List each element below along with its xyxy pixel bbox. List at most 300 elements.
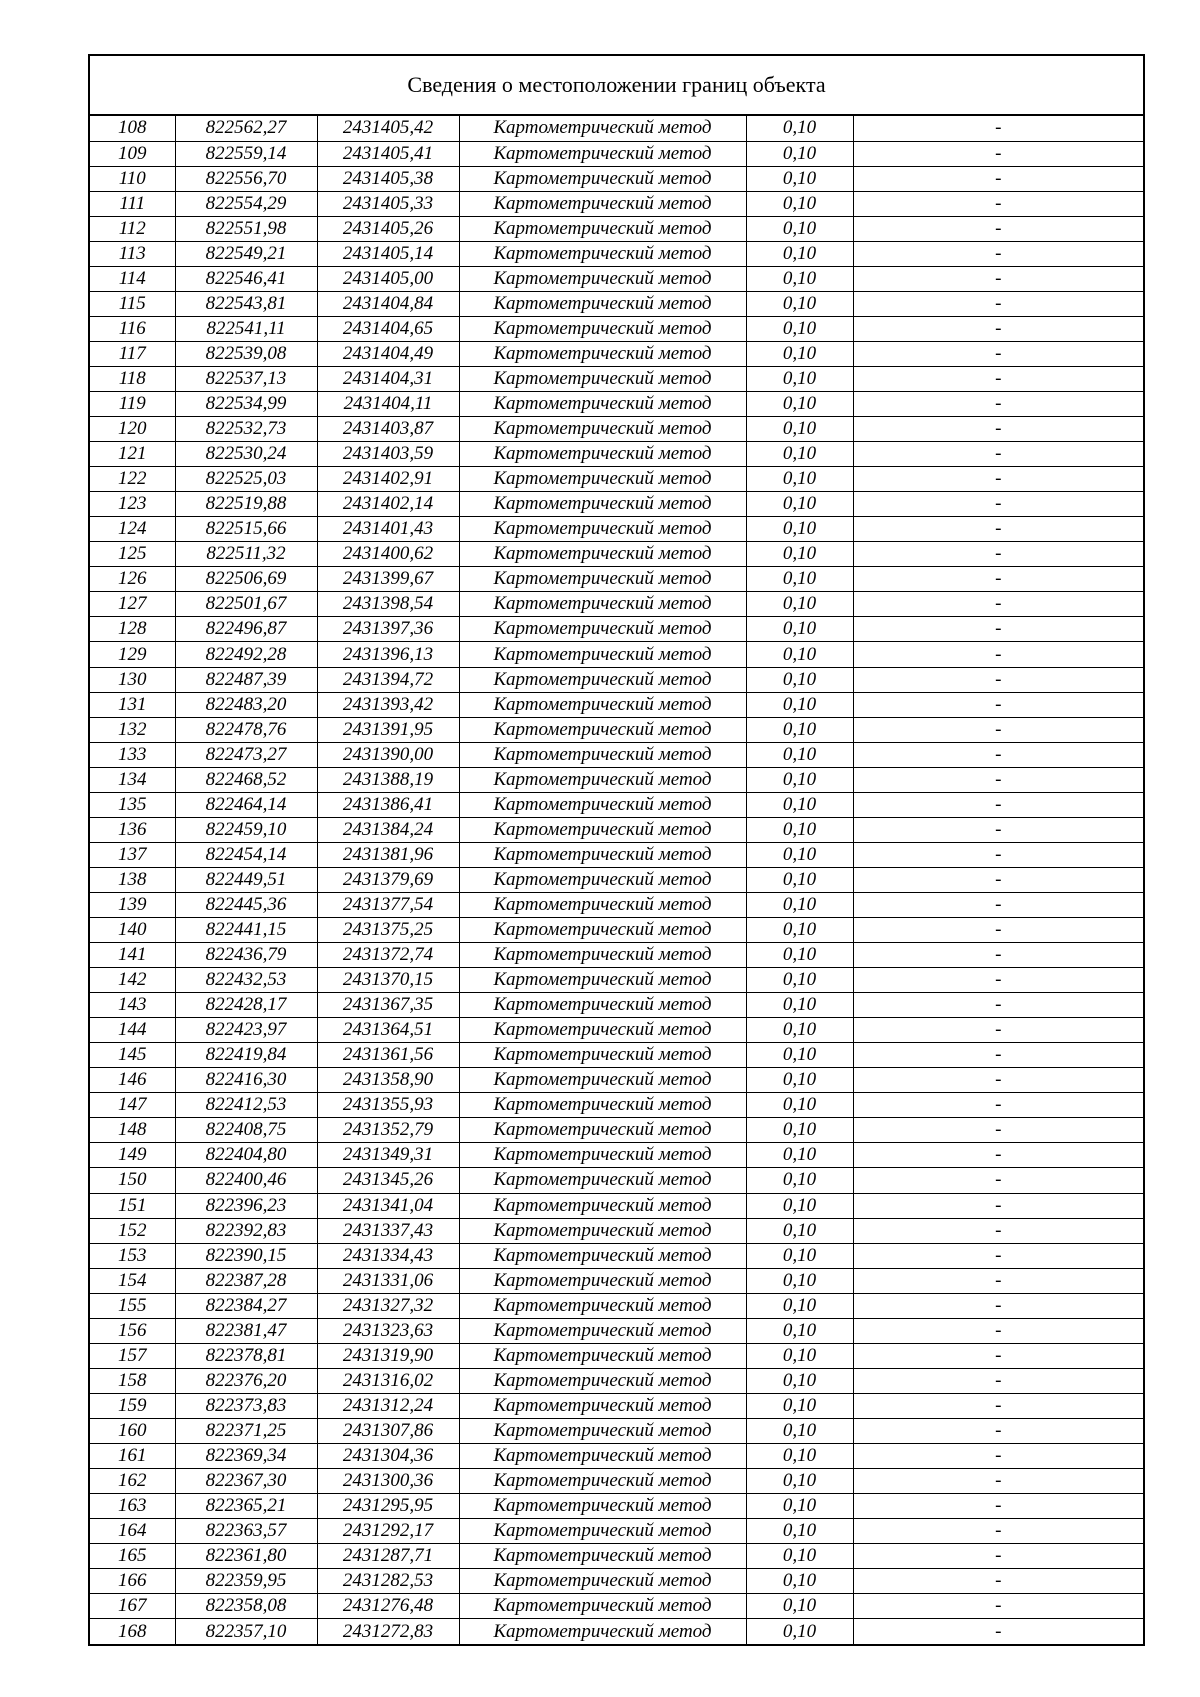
table-row	[90, 291, 1143, 316]
method-cell: Картометрический метод	[459, 467, 746, 492]
accuracy-cell: 0,10	[746, 1569, 853, 1594]
accuracy-cell: 0,10	[746, 767, 853, 792]
y-coordinate-cell: 2431396,13	[317, 642, 459, 667]
description-cell: -	[853, 1193, 1143, 1218]
y-coordinate-cell: 2431404,49	[317, 341, 459, 366]
accuracy-cell: 0,10	[746, 1343, 853, 1368]
table-row	[90, 442, 1143, 467]
table-row	[90, 1118, 1143, 1143]
y-coordinate-cell: 2431404,65	[317, 316, 459, 341]
y-coordinate-cell: 2431375,25	[317, 918, 459, 943]
y-coordinate-cell: 2431358,90	[317, 1068, 459, 1093]
y-coordinate-cell: 2431398,54	[317, 592, 459, 617]
point-number-cell: 116	[90, 316, 175, 341]
method-cell: Картометрический метод	[459, 316, 746, 341]
table-row	[90, 116, 1143, 141]
accuracy-cell: 0,10	[746, 417, 853, 442]
description-cell: -	[853, 1093, 1143, 1118]
method-cell: Картометрический метод	[459, 1569, 746, 1594]
point-number-cell: 164	[90, 1519, 175, 1544]
table-row	[90, 191, 1143, 216]
accuracy-cell: 0,10	[746, 442, 853, 467]
description-cell: -	[853, 742, 1143, 767]
point-number-cell: 159	[90, 1393, 175, 1418]
table-row	[90, 817, 1143, 842]
y-coordinate-cell: 2431319,90	[317, 1343, 459, 1368]
point-number-cell: 147	[90, 1093, 175, 1118]
y-coordinate-cell: 2431384,24	[317, 817, 459, 842]
description-cell: -	[853, 141, 1143, 166]
point-number-cell: 131	[90, 692, 175, 717]
method-cell: Картометрический метод	[459, 191, 746, 216]
y-coordinate-cell: 2431390,00	[317, 742, 459, 767]
x-coordinate-cell: 822441,15	[175, 918, 317, 943]
y-coordinate-cell: 2431312,24	[317, 1393, 459, 1418]
method-cell: Картометрический метод	[459, 241, 746, 266]
accuracy-cell: 0,10	[746, 692, 853, 717]
method-cell: Картометрический метод	[459, 291, 746, 316]
table-row	[90, 1619, 1143, 1644]
point-number-cell: 136	[90, 817, 175, 842]
table-row	[90, 417, 1143, 442]
y-coordinate-cell: 2431400,62	[317, 542, 459, 567]
method-cell: Картометрический метод	[459, 1519, 746, 1544]
point-number-cell: 152	[90, 1218, 175, 1243]
x-coordinate-cell: 822423,97	[175, 1018, 317, 1043]
description-cell: -	[853, 492, 1143, 517]
description-cell: -	[853, 1418, 1143, 1443]
x-coordinate-cell: 822381,47	[175, 1318, 317, 1343]
y-coordinate-cell: 2431364,51	[317, 1018, 459, 1043]
accuracy-cell: 0,10	[746, 467, 853, 492]
accuracy-cell: 0,10	[746, 392, 853, 417]
x-coordinate-cell: 822449,51	[175, 867, 317, 892]
accuracy-cell: 0,10	[746, 742, 853, 767]
point-number-cell: 123	[90, 492, 175, 517]
y-coordinate-cell: 2431349,31	[317, 1143, 459, 1168]
method-cell: Картометрический метод	[459, 943, 746, 968]
y-coordinate-cell: 2431403,87	[317, 417, 459, 442]
accuracy-cell: 0,10	[746, 216, 853, 241]
point-number-cell: 119	[90, 392, 175, 417]
method-cell: Картометрический метод	[459, 1068, 746, 1093]
accuracy-cell: 0,10	[746, 968, 853, 993]
table-row	[90, 918, 1143, 943]
y-coordinate-cell: 2431397,36	[317, 617, 459, 642]
table-row	[90, 567, 1143, 592]
accuracy-cell: 0,10	[746, 191, 853, 216]
point-number-cell: 114	[90, 266, 175, 291]
point-number-cell: 144	[90, 1018, 175, 1043]
table-row	[90, 767, 1143, 792]
description-cell: -	[853, 1494, 1143, 1519]
accuracy-cell: 0,10	[746, 291, 853, 316]
table-row	[90, 1293, 1143, 1318]
y-coordinate-cell: 2431295,95	[317, 1494, 459, 1519]
method-cell: Картометрический метод	[459, 667, 746, 692]
x-coordinate-cell: 822562,27	[175, 116, 317, 141]
point-number-cell: 162	[90, 1469, 175, 1494]
table-row	[90, 792, 1143, 817]
method-cell: Картометрический метод	[459, 366, 746, 391]
description-cell: -	[853, 592, 1143, 617]
point-number-cell: 163	[90, 1494, 175, 1519]
description-cell: -	[853, 392, 1143, 417]
table-title: Сведения о местоположении границ объекта	[90, 56, 1143, 116]
accuracy-cell: 0,10	[746, 1043, 853, 1068]
table-row	[90, 1018, 1143, 1043]
point-number-cell: 153	[90, 1243, 175, 1268]
description-cell: -	[853, 366, 1143, 391]
y-coordinate-cell: 2431367,35	[317, 993, 459, 1018]
accuracy-cell: 0,10	[746, 1018, 853, 1043]
x-coordinate-cell: 822501,67	[175, 592, 317, 617]
point-number-cell: 167	[90, 1594, 175, 1619]
point-number-cell: 112	[90, 216, 175, 241]
table-body	[90, 116, 1143, 1644]
method-cell: Картометрический метод	[459, 968, 746, 993]
accuracy-cell: 0,10	[746, 542, 853, 567]
point-number-cell: 165	[90, 1544, 175, 1569]
accuracy-cell: 0,10	[746, 867, 853, 892]
point-number-cell: 134	[90, 767, 175, 792]
x-coordinate-cell: 822378,81	[175, 1343, 317, 1368]
x-coordinate-cell: 822473,27	[175, 742, 317, 767]
table-row	[90, 1318, 1143, 1343]
accuracy-cell: 0,10	[746, 1469, 853, 1494]
accuracy-cell: 0,10	[746, 1118, 853, 1143]
x-coordinate-cell: 822408,75	[175, 1118, 317, 1143]
x-coordinate-cell: 822367,30	[175, 1469, 317, 1494]
method-cell: Картометрический метод	[459, 1418, 746, 1443]
accuracy-cell: 0,10	[746, 116, 853, 141]
description-cell: -	[853, 918, 1143, 943]
description-cell: -	[853, 567, 1143, 592]
y-coordinate-cell: 2431391,95	[317, 717, 459, 742]
description-cell: -	[853, 642, 1143, 667]
table-row	[90, 617, 1143, 642]
y-coordinate-cell: 2431405,38	[317, 166, 459, 191]
y-coordinate-cell: 2431393,42	[317, 692, 459, 717]
description-cell: -	[853, 667, 1143, 692]
table-row	[90, 1544, 1143, 1569]
description-cell: -	[853, 1343, 1143, 1368]
x-coordinate-cell: 822373,83	[175, 1393, 317, 1418]
y-coordinate-cell: 2431405,00	[317, 266, 459, 291]
y-coordinate-cell: 2431403,59	[317, 442, 459, 467]
method-cell: Картометрический метод	[459, 592, 746, 617]
method-cell: Картометрический метод	[459, 1594, 746, 1619]
description-cell: -	[853, 1443, 1143, 1468]
table-row	[90, 542, 1143, 567]
x-coordinate-cell: 822454,14	[175, 842, 317, 867]
description-cell: -	[853, 1018, 1143, 1043]
y-coordinate-cell: 2431361,56	[317, 1043, 459, 1068]
description-cell: -	[853, 1043, 1143, 1068]
accuracy-cell: 0,10	[746, 266, 853, 291]
y-coordinate-cell: 2431304,36	[317, 1443, 459, 1468]
method-cell: Картометрический метод	[459, 1368, 746, 1393]
description-cell: -	[853, 542, 1143, 567]
point-number-cell: 117	[90, 341, 175, 366]
x-coordinate-cell: 822537,13	[175, 366, 317, 391]
x-coordinate-cell: 822459,10	[175, 817, 317, 842]
table-row	[90, 742, 1143, 767]
point-number-cell: 156	[90, 1318, 175, 1343]
description-cell: -	[853, 993, 1143, 1018]
y-coordinate-cell: 2431372,74	[317, 943, 459, 968]
accuracy-cell: 0,10	[746, 1243, 853, 1268]
accuracy-cell: 0,10	[746, 366, 853, 391]
method-cell: Картометрический метод	[459, 1218, 746, 1243]
accuracy-cell: 0,10	[746, 1443, 853, 1468]
point-number-cell: 148	[90, 1118, 175, 1143]
method-cell: Картометрический метод	[459, 392, 746, 417]
table-row	[90, 1218, 1143, 1243]
method-cell: Картометрический метод	[459, 1293, 746, 1318]
table-row	[90, 968, 1143, 993]
y-coordinate-cell: 2431405,26	[317, 216, 459, 241]
description-cell: -	[853, 792, 1143, 817]
method-cell: Картометрический метод	[459, 341, 746, 366]
table-row	[90, 1393, 1143, 1418]
method-cell: Картометрический метод	[459, 918, 746, 943]
point-number-cell: 109	[90, 141, 175, 166]
point-number-cell: 160	[90, 1418, 175, 1443]
accuracy-cell: 0,10	[746, 1068, 853, 1093]
method-cell: Картометрический метод	[459, 617, 746, 642]
method-cell: Картометрический метод	[459, 742, 746, 767]
description-cell: -	[853, 817, 1143, 842]
y-coordinate-cell: 2431341,04	[317, 1193, 459, 1218]
y-coordinate-cell: 2431404,11	[317, 392, 459, 417]
x-coordinate-cell: 822392,83	[175, 1218, 317, 1243]
accuracy-cell: 0,10	[746, 617, 853, 642]
description-cell: -	[853, 517, 1143, 542]
table-row	[90, 1068, 1143, 1093]
method-cell: Картометрический метод	[459, 1018, 746, 1043]
method-cell: Картометрический метод	[459, 1619, 746, 1644]
description-cell: -	[853, 1218, 1143, 1243]
accuracy-cell: 0,10	[746, 316, 853, 341]
y-coordinate-cell: 2431405,41	[317, 141, 459, 166]
accuracy-cell: 0,10	[746, 1519, 853, 1544]
table-row	[90, 241, 1143, 266]
table-row	[90, 1368, 1143, 1393]
accuracy-cell: 0,10	[746, 1368, 853, 1393]
method-cell: Картометрический метод	[459, 717, 746, 742]
point-number-cell: 139	[90, 892, 175, 917]
x-coordinate-cell: 822432,53	[175, 968, 317, 993]
method-cell: Картометрический метод	[459, 141, 746, 166]
accuracy-cell: 0,10	[746, 1143, 853, 1168]
accuracy-cell: 0,10	[746, 592, 853, 617]
description-cell: -	[853, 1068, 1143, 1093]
table-row	[90, 1043, 1143, 1068]
method-cell: Картометрический метод	[459, 216, 746, 241]
accuracy-cell: 0,10	[746, 492, 853, 517]
accuracy-cell: 0,10	[746, 1619, 853, 1644]
method-cell: Картометрический метод	[459, 1243, 746, 1268]
table-row	[90, 141, 1143, 166]
description-cell: -	[853, 1469, 1143, 1494]
method-cell: Картометрический метод	[459, 767, 746, 792]
point-number-cell: 154	[90, 1268, 175, 1293]
point-number-cell: 166	[90, 1569, 175, 1594]
description-cell: -	[853, 892, 1143, 917]
description-cell: -	[853, 767, 1143, 792]
point-number-cell: 110	[90, 166, 175, 191]
description-cell: -	[853, 867, 1143, 892]
table-row	[90, 392, 1143, 417]
accuracy-cell: 0,10	[746, 1318, 853, 1343]
x-coordinate-cell: 822358,08	[175, 1594, 317, 1619]
x-coordinate-cell: 822361,80	[175, 1544, 317, 1569]
x-coordinate-cell: 822464,14	[175, 792, 317, 817]
y-coordinate-cell: 2431355,93	[317, 1093, 459, 1118]
description-cell: -	[853, 1619, 1143, 1644]
accuracy-cell: 0,10	[746, 341, 853, 366]
y-coordinate-cell: 2431405,42	[317, 116, 459, 141]
x-coordinate-cell: 822554,29	[175, 191, 317, 216]
method-cell: Картометрический метод	[459, 417, 746, 442]
point-number-cell: 118	[90, 366, 175, 391]
x-coordinate-cell: 822551,98	[175, 216, 317, 241]
table-row	[90, 341, 1143, 366]
method-cell: Картометрический метод	[459, 266, 746, 291]
description-cell: -	[853, 1293, 1143, 1318]
description-cell: -	[853, 291, 1143, 316]
description-cell: -	[853, 842, 1143, 867]
description-cell: -	[853, 1143, 1143, 1168]
method-cell: Картометрический метод	[459, 1343, 746, 1368]
description-cell: -	[853, 1168, 1143, 1193]
x-coordinate-cell: 822359,95	[175, 1569, 317, 1594]
table-row	[90, 1519, 1143, 1544]
method-cell: Картометрический метод	[459, 116, 746, 141]
point-number-cell: 158	[90, 1368, 175, 1393]
accuracy-cell: 0,10	[746, 943, 853, 968]
x-coordinate-cell: 822390,15	[175, 1243, 317, 1268]
accuracy-cell: 0,10	[746, 241, 853, 266]
accuracy-cell: 0,10	[746, 1293, 853, 1318]
point-number-cell: 115	[90, 291, 175, 316]
accuracy-cell: 0,10	[746, 1193, 853, 1218]
point-number-cell: 113	[90, 241, 175, 266]
description-cell: -	[853, 692, 1143, 717]
table-row	[90, 592, 1143, 617]
y-coordinate-cell: 2431405,14	[317, 241, 459, 266]
accuracy-cell: 0,10	[746, 918, 853, 943]
x-coordinate-cell: 822404,80	[175, 1143, 317, 1168]
method-cell: Картометрический метод	[459, 1193, 746, 1218]
accuracy-cell: 0,10	[746, 842, 853, 867]
x-coordinate-cell: 822559,14	[175, 141, 317, 166]
accuracy-cell: 0,10	[746, 1594, 853, 1619]
accuracy-cell: 0,10	[746, 1168, 853, 1193]
x-coordinate-cell: 822549,21	[175, 241, 317, 266]
table-row	[90, 1494, 1143, 1519]
x-coordinate-cell: 822492,28	[175, 642, 317, 667]
table-row	[90, 1168, 1143, 1193]
description-cell: -	[853, 1368, 1143, 1393]
description-cell: -	[853, 1268, 1143, 1293]
y-coordinate-cell: 2431399,67	[317, 567, 459, 592]
method-cell: Картометрический метод	[459, 492, 746, 517]
method-cell: Картометрический метод	[459, 792, 746, 817]
y-coordinate-cell: 2431316,02	[317, 1368, 459, 1393]
table-row	[90, 1193, 1143, 1218]
accuracy-cell: 0,10	[746, 1393, 853, 1418]
table-row	[90, 1268, 1143, 1293]
x-coordinate-cell: 822519,88	[175, 492, 317, 517]
method-cell: Картометрический метод	[459, 1544, 746, 1569]
x-coordinate-cell: 822539,08	[175, 341, 317, 366]
x-coordinate-cell: 822365,21	[175, 1494, 317, 1519]
y-coordinate-cell: 2431388,19	[317, 767, 459, 792]
point-number-cell: 141	[90, 943, 175, 968]
method-cell: Картометрический метод	[459, 166, 746, 191]
y-coordinate-cell: 2431282,53	[317, 1569, 459, 1594]
point-number-cell: 145	[90, 1043, 175, 1068]
accuracy-cell: 0,10	[746, 817, 853, 842]
description-cell: -	[853, 442, 1143, 467]
x-coordinate-cell: 822525,03	[175, 467, 317, 492]
method-cell: Картометрический метод	[459, 1443, 746, 1468]
point-number-cell: 133	[90, 742, 175, 767]
y-coordinate-cell: 2431352,79	[317, 1118, 459, 1143]
description-cell: -	[853, 943, 1143, 968]
method-cell: Картометрический метод	[459, 993, 746, 1018]
point-number-cell: 122	[90, 467, 175, 492]
point-number-cell: 150	[90, 1168, 175, 1193]
description-cell: -	[853, 1243, 1143, 1268]
x-coordinate-cell: 822400,46	[175, 1168, 317, 1193]
accuracy-cell: 0,10	[746, 1544, 853, 1569]
description-cell: -	[853, 1393, 1143, 1418]
accuracy-cell: 0,10	[746, 667, 853, 692]
description-cell: -	[853, 1318, 1143, 1343]
y-coordinate-cell: 2431394,72	[317, 667, 459, 692]
x-coordinate-cell: 822445,36	[175, 892, 317, 917]
point-number-cell: 129	[90, 642, 175, 667]
table-row	[90, 266, 1143, 291]
table-row	[90, 892, 1143, 917]
table-row	[90, 467, 1143, 492]
x-coordinate-cell: 822428,17	[175, 993, 317, 1018]
y-coordinate-cell: 2431331,06	[317, 1268, 459, 1293]
accuracy-cell: 0,10	[746, 1418, 853, 1443]
x-coordinate-cell: 822511,32	[175, 542, 317, 567]
point-number-cell: 127	[90, 592, 175, 617]
table-row	[90, 993, 1143, 1018]
method-cell: Картометрический метод	[459, 642, 746, 667]
y-coordinate-cell: 2431386,41	[317, 792, 459, 817]
table-row	[90, 1443, 1143, 1468]
description-cell: -	[853, 968, 1143, 993]
x-coordinate-cell: 822483,20	[175, 692, 317, 717]
method-cell: Картометрический метод	[459, 1494, 746, 1519]
x-coordinate-cell: 822506,69	[175, 567, 317, 592]
method-cell: Картометрический метод	[459, 517, 746, 542]
point-number-cell: 108	[90, 116, 175, 141]
description-cell: -	[853, 341, 1143, 366]
description-cell: -	[853, 116, 1143, 141]
description-cell: -	[853, 617, 1143, 642]
y-coordinate-cell: 2431379,69	[317, 867, 459, 892]
y-coordinate-cell: 2431292,17	[317, 1519, 459, 1544]
accuracy-cell: 0,10	[746, 717, 853, 742]
